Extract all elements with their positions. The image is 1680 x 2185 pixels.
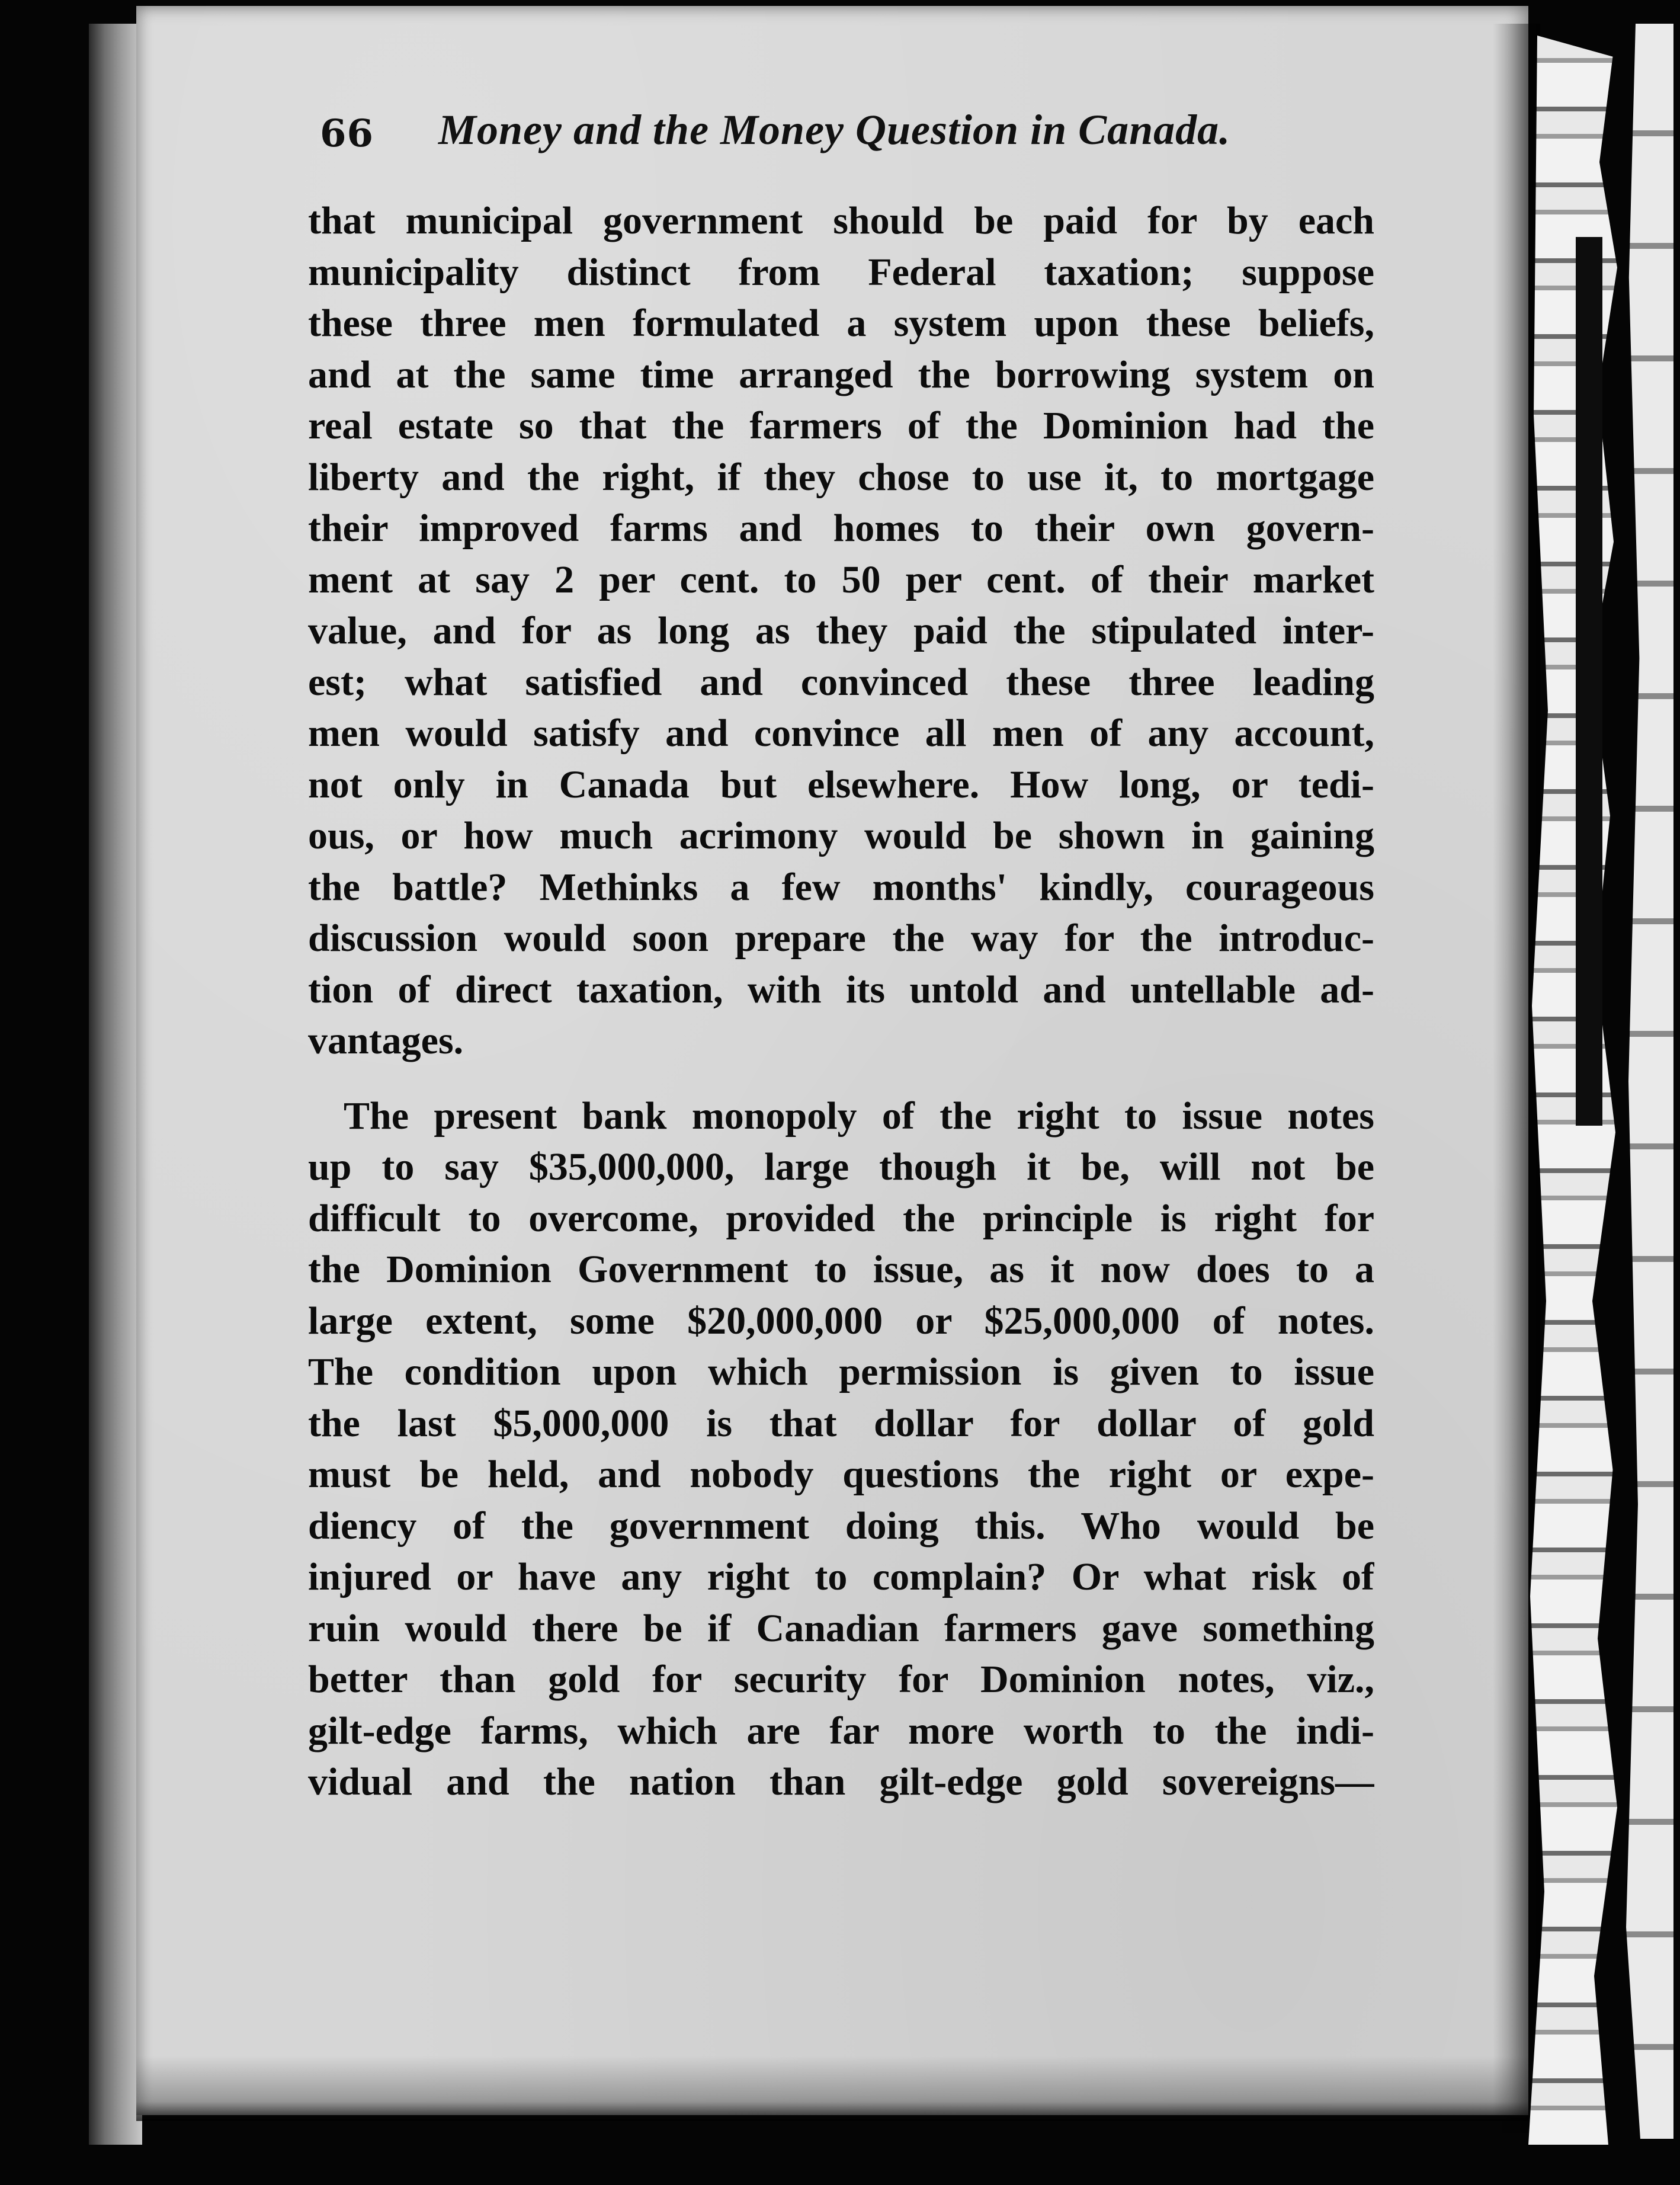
text-line: ruin would there be if Canadian farmers gave something xyxy=(308,1606,1374,1650)
text-line: municipality distinct from Federal taxation; suppose xyxy=(308,250,1374,294)
paragraph-1 xyxy=(308,196,1374,1067)
text-line: The condition upon which permission is given to issue xyxy=(308,1350,1374,1393)
text-line: better than gold for security for Dominion notes, viz., xyxy=(308,1658,1374,1701)
running-title: Money and the Money Question in Canada. xyxy=(438,106,1231,153)
text-line: tion of direct taxation, with its untold and untellable ad- xyxy=(308,967,1374,1011)
text-line: discussion would soon prepare the way for the introduc- xyxy=(308,917,1374,960)
text-line: the battle? Methinks a few months' kindly, courageous xyxy=(308,865,1374,909)
paragraph-gap xyxy=(308,1067,1374,1091)
book-left-edge xyxy=(89,24,142,2145)
text-line: gilt-edge farms, which are far more worth to the indi- xyxy=(308,1709,1374,1753)
text-line: real estate so that the farmers of the Dominion had the xyxy=(308,404,1374,447)
text-line: the Dominion Government to issue, as it now does to a xyxy=(308,1248,1374,1291)
text-line: ment at say 2 per cent. to 50 per cent. of their market xyxy=(308,558,1374,601)
spine-shadow xyxy=(1493,24,1540,2133)
torn-page-edge xyxy=(1528,36,1617,2145)
next-page-strip xyxy=(1626,24,1673,2139)
text-line: these three men formulated a system upon these beliefs, xyxy=(308,302,1374,345)
text-line: their improved farms and homes to their own govern- xyxy=(308,507,1374,550)
page-bottom-shadow xyxy=(136,2056,1528,2121)
text-line: that municipal government should be paid for by each xyxy=(308,199,1374,242)
text-line: injured or have any right to complain? Or what risk of xyxy=(308,1555,1374,1598)
text-line: must be held, and nobody questions the right or expe- xyxy=(308,1453,1374,1496)
text-line: liberty and the right, if they chose to use it, to mortgage xyxy=(308,455,1374,499)
text-line: vidual and the nation than gilt-edge gold sovereigns— xyxy=(308,1760,1374,1803)
text-line: vantages. xyxy=(308,1019,464,1062)
text-line: value, and for as long as they paid the stipulated inter- xyxy=(308,609,1374,652)
text-line: and at the same time arranged the borrowing system on xyxy=(308,353,1374,396)
text-line: diency of the government doing this. Who would be xyxy=(308,1504,1374,1548)
torn-edge-gap xyxy=(1576,237,1602,1126)
text-line: men would satisfy and convince all men of any account, xyxy=(308,712,1374,755)
page-number: 66 xyxy=(320,111,374,156)
running-head xyxy=(320,105,1339,171)
text-line: up to say $35,000,000, large though it be, will not be xyxy=(308,1145,1374,1188)
text-line: difficult to overcome, provided the principle is right for xyxy=(308,1196,1374,1240)
text-line: The present bank monopoly of the right to issue notes xyxy=(344,1094,1374,1138)
text-line: large extent, some $20,000,000 or $25,000,000 of notes. xyxy=(308,1299,1374,1343)
text-line: the last $5,000,000 is that dollar for dollar of gold xyxy=(308,1401,1374,1445)
body-text xyxy=(308,196,1374,1808)
text-line: not only in Canada but elsewhere. How long, or tedi- xyxy=(308,762,1374,806)
text-line: ous, or how much acrimony would be shown in gaining xyxy=(308,814,1374,857)
text-line: est; what satisfied and convinced these three leading xyxy=(308,660,1374,704)
paragraph-2 xyxy=(308,1091,1374,1808)
